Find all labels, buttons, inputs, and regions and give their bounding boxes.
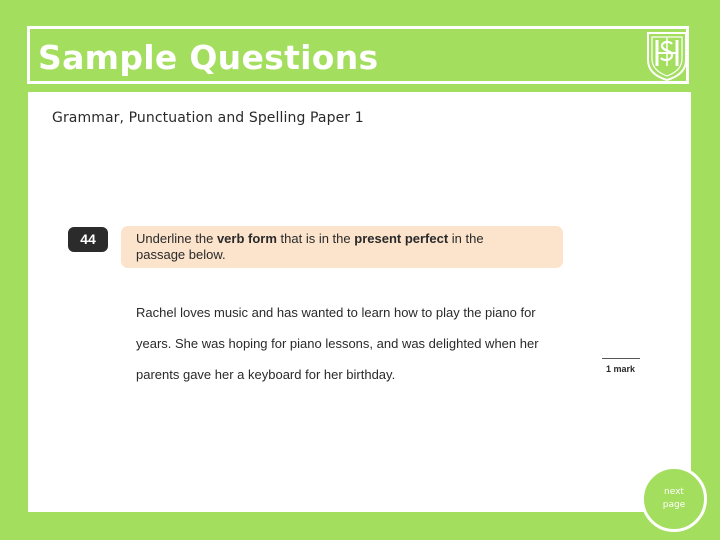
passage-line: years. She was hoping for piano lessons, and was delighted when her <box>136 336 539 351</box>
passage-line: parents gave her a keyboard for her birthday. <box>136 367 396 382</box>
mark-label: 1 mark <box>606 364 636 374</box>
next-page-label: next <box>664 487 684 497</box>
question-instruction-box <box>121 226 563 268</box>
mark-divider <box>602 358 640 359</box>
instruction-text: that is in the <box>276 231 355 246</box>
question-passage <box>136 297 566 390</box>
instruction-bold-present-perfect: present perfect <box>354 231 449 246</box>
instruction-text: in the <box>448 231 484 246</box>
instruction-text: passage below. <box>136 247 226 262</box>
school-crest-icon <box>644 30 690 82</box>
page-title: Sample Questions <box>38 38 379 77</box>
instruction-bold-verb-form: verb form <box>216 231 277 246</box>
passage-line: Rachel loves music and has wanted to learn how to play the piano for <box>136 305 536 320</box>
next-page-label: page <box>662 500 686 510</box>
next-page-button[interactable] <box>641 466 707 532</box>
instruction-text: Underline the <box>136 231 217 246</box>
question-number-badge: 44 <box>68 227 108 252</box>
paper-title: Grammar, Punctuation and Spelling Paper 1 <box>52 110 364 126</box>
